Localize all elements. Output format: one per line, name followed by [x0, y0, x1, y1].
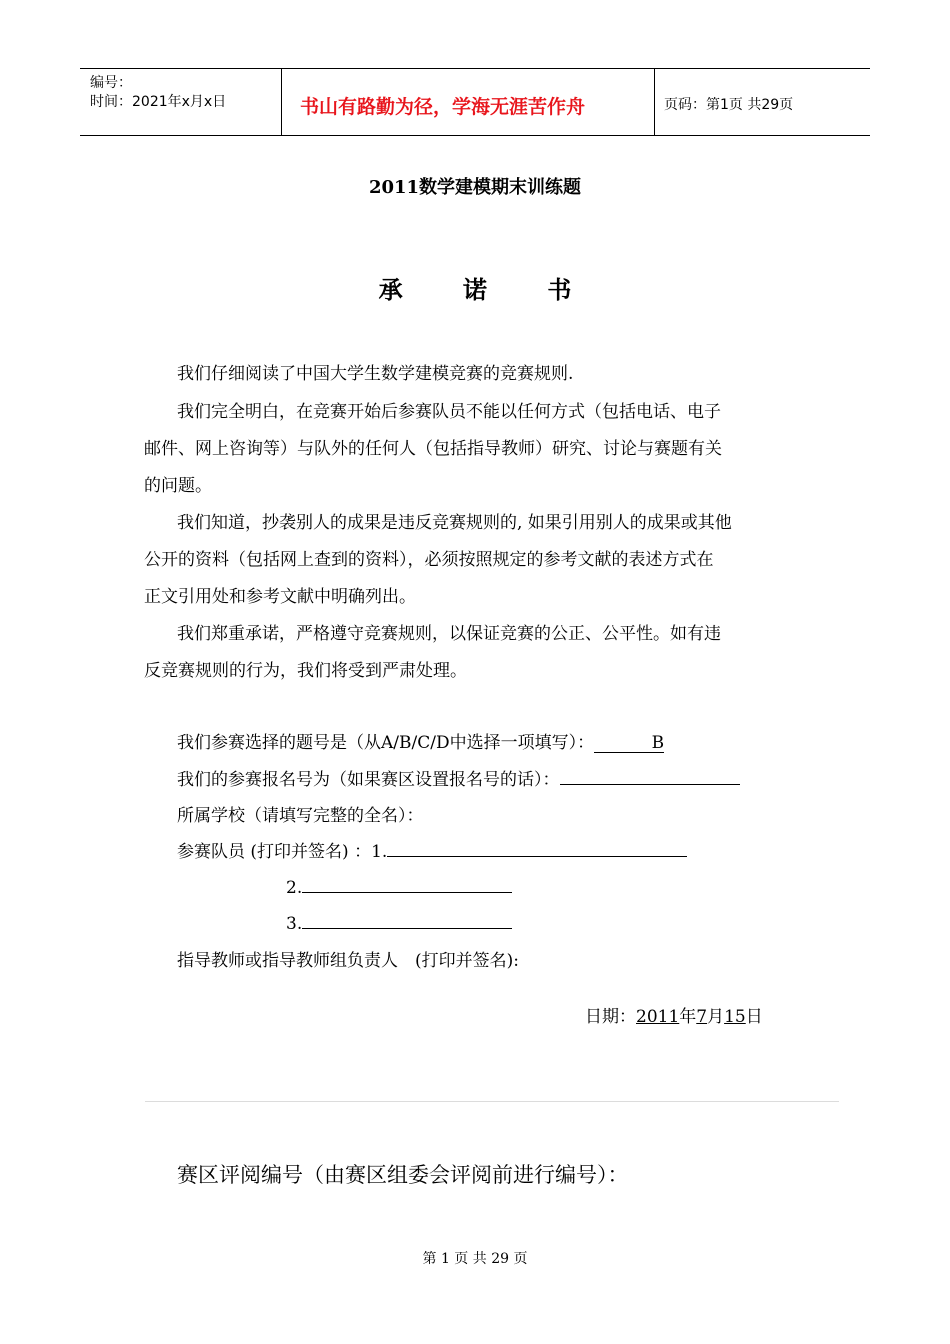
header-serial-label: 编号： [90, 75, 132, 91]
paragraph-line-8: 我们郑重承诺，严格遵守竞赛规则，以保证竞赛的公正、公平性。如有违 [177, 624, 721, 644]
member-1-field[interactable] [387, 837, 687, 857]
header-divider-right [654, 68, 655, 136]
member-3-field[interactable] [302, 909, 512, 929]
problem-choice-label: 我们参赛选择的题号是（从A/B/C/D中选择一项填写）： [177, 733, 595, 753]
problem-choice-row [177, 728, 664, 753]
problem-choice-value: B [651, 733, 665, 753]
header-time-label: 时间：2021年x月x日 [90, 94, 227, 110]
date-year-suffix: 年 [679, 1007, 697, 1027]
member-3-row [286, 909, 512, 934]
header-motto: 书山有路勤为径，学海无涯苦作舟 [300, 96, 586, 118]
member-1-row [177, 837, 687, 862]
document-subtitle: 承 诺 书 [378, 275, 598, 304]
header-page-info: 页码：第1页 共29页 [664, 97, 794, 113]
registration-row [177, 765, 740, 790]
date-prefix: 日期： [585, 1007, 636, 1027]
date-month-suffix: 月 [707, 1007, 725, 1027]
date-year: 2011 [636, 1007, 680, 1027]
paragraph-line-3: 邮件、网上咨询等）与队外的任何人（包括指导教师）研究、讨论与赛题有关 [144, 439, 722, 459]
date-day: 15 [724, 1007, 746, 1027]
problem-choice-field[interactable] [594, 733, 664, 753]
member-2-label: 2. [286, 878, 303, 898]
member-2-field[interactable] [302, 873, 512, 893]
date-row [585, 1002, 763, 1027]
advisor-label: 指导教师或指导教师组负责人 (打印并签名): [177, 951, 519, 971]
date-day-suffix: 日 [745, 1007, 763, 1027]
paragraph-line-2: 我们完全明白，在竞赛开始后参赛队员不能以任何方式（包括电话、电子 [177, 402, 721, 422]
registration-label: 我们的参赛报名号为（如果赛区设置报名号的话）： [177, 770, 560, 790]
paragraph-line-9: 反竞赛规则的行为，我们将受到严肃处理。 [144, 661, 467, 681]
member-3-label: 3. [286, 914, 303, 934]
paragraph-line-4: 的问题。 [144, 476, 212, 496]
review-number-label: 赛区评阅编号（由赛区组委会评阅前进行编号）： [177, 1163, 629, 1187]
member-2-row [286, 873, 512, 898]
members-label: 参赛队员 (打印并签名) ：1. [177, 842, 388, 862]
header-top-rule [80, 68, 870, 69]
paragraph-line-7: 正文引用处和参考文献中明确列出。 [144, 587, 416, 607]
document-title: 2011数学建模期末训练题 [368, 177, 582, 198]
school-label: 所属学校（请填写完整的全名）： [177, 806, 424, 826]
section-separator [145, 1101, 839, 1102]
paragraph-line-6: 公开的资料（包括网上查到的资料），必须按照规定的参考文献的表述方式在 [144, 550, 714, 570]
registration-field[interactable] [560, 765, 740, 785]
header-divider-left [281, 68, 282, 136]
paragraph-line-1: 我们仔细阅读了中国大学生数学建模竞赛的竞赛规则. [177, 364, 574, 384]
paragraph-line-5: 我们知道，抄袭别人的成果是违反竞赛规则的, 如果引用别人的成果或其他 [177, 513, 732, 533]
header-bottom-rule [80, 135, 870, 136]
footer-page-number: 第 1 页 共 29 页 [422, 1251, 528, 1267]
date-month: 7 [696, 1007, 708, 1027]
